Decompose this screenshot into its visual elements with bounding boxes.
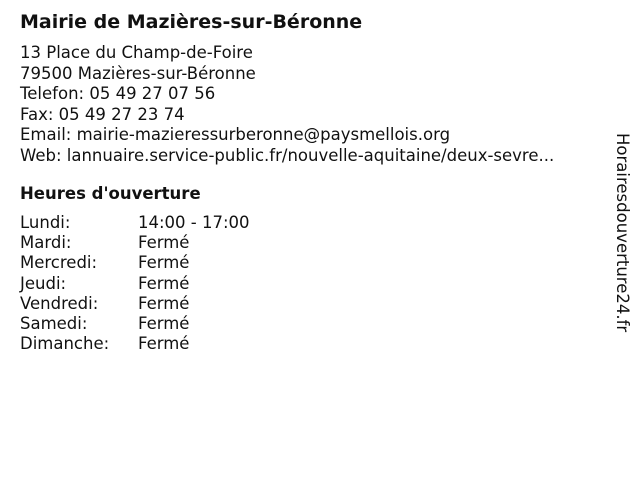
email-line: Email: mairie-mazieressurberonne@paysmellois.org — [20, 125, 451, 144]
day-label: Vendredi: — [20, 293, 99, 313]
hours-row-saturday — [20, 314, 250, 334]
address-line-2: 79500 Mazières-sur-Béronne — [20, 63, 256, 83]
hours-row-thursday — [20, 274, 250, 294]
hours-row-tuesday — [20, 233, 250, 253]
day-label: Dimanche: — [20, 334, 110, 354]
phone-line: Telefon: 05 49 27 07 56 — [20, 84, 216, 103]
day-hours: Fermé — [138, 253, 190, 273]
day-label: Lundi: — [20, 213, 71, 232]
site-watermark: Horairesdouverture24.fr — [613, 133, 632, 333]
day-hours: 14:00 - 17:00 — [138, 213, 250, 232]
hours-row-sunday — [20, 334, 250, 354]
day-label: Samedi: — [20, 314, 88, 334]
day-hours: Fermé — [138, 273, 190, 293]
day-hours: Fermé — [138, 233, 190, 253]
address-line-1: 13 Place du Champ-de-Foire — [20, 43, 253, 62]
page-title: Mairie de Mazières-sur-Béronne — [20, 11, 363, 33]
hours-row-monday — [20, 213, 250, 233]
hours-row-wednesday — [20, 253, 250, 273]
day-label: Jeudi: — [20, 273, 67, 293]
fax-line: Fax: 05 49 27 23 74 — [20, 104, 185, 124]
day-hours: Fermé — [138, 334, 190, 354]
hours-row-friday — [20, 294, 250, 314]
day-hours: Fermé — [138, 293, 190, 313]
day-label: Mardi: — [20, 233, 72, 253]
opening-hours-heading: Heures d'ouverture — [20, 184, 201, 203]
web-line: Web: lannuaire.service-public.fr/nouvelle-aquitaine/deux-sevre... — [20, 145, 555, 165]
day-hours: Fermé — [138, 314, 190, 334]
opening-hours-list — [20, 213, 250, 354]
contact-block — [20, 43, 554, 166]
day-label: Mercredi: — [20, 253, 98, 273]
